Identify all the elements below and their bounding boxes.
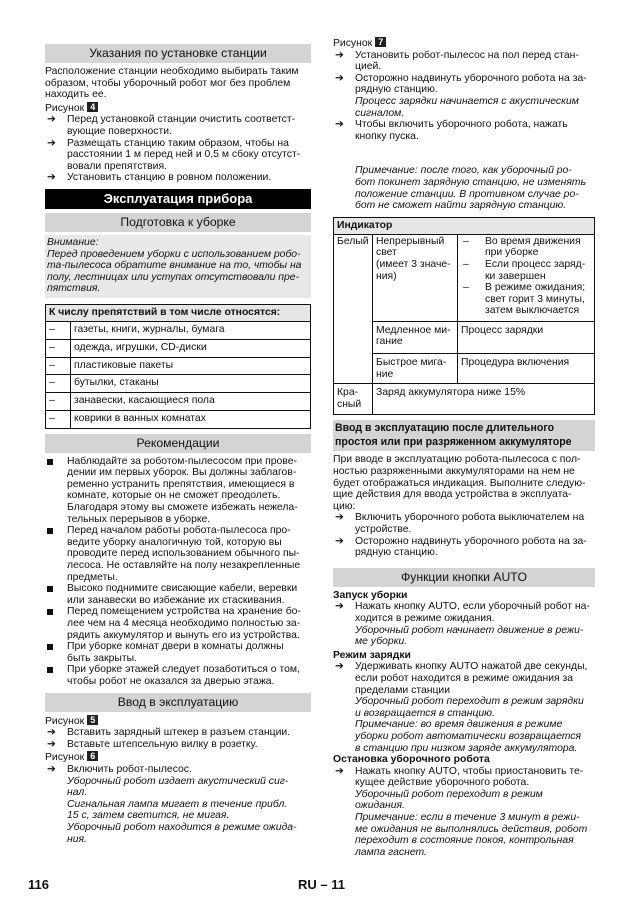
dash: – — [46, 339, 71, 357]
section-page: RU – 11 — [298, 877, 345, 892]
arrow-right-icon: ➔ — [335, 512, 344, 524]
step: ➔ Нажать кнопку AUTO, чтобы приостановить те- кущее действие уборочного робота. — [335, 765, 584, 789]
obstacle-text: бутылки, стаканы — [71, 375, 311, 393]
bullet-item — [45, 583, 311, 606]
obstacle-text: газеты, книги, журналы, бумага — [71, 321, 311, 339]
arrow-right-icon: ➔ — [335, 49, 344, 61]
meaning-slow: Процесс зарядки — [458, 321, 595, 353]
arrow-right-icon: ➔ — [335, 661, 344, 673]
page-number: 116 — [28, 877, 49, 892]
indicator-table — [333, 217, 595, 416]
obstacle-row — [46, 339, 311, 357]
indicator-header: Индикатор — [334, 217, 595, 234]
recommendations-list — [45, 456, 311, 688]
section-header-startup: Ввод в эксплуатацию — [45, 693, 311, 712]
arrow-right-icon: ➔ — [47, 763, 56, 775]
color-white: Белый — [334, 234, 373, 384]
obstacle-row — [46, 410, 311, 428]
step — [45, 739, 311, 751]
section-header-station: Указания по установке станции — [45, 44, 311, 63]
square-bullet-icon — [45, 664, 67, 687]
step: ➔ Включить робот-пылесос. — [47, 763, 192, 775]
meaning-text: В режиме ожидания; свет горит 3 минуты, затем выключается — [485, 282, 586, 317]
dash: – — [463, 282, 469, 294]
step: ➔ Осторожно надвинуть уборочного робота на за- рядную станцию. — [335, 72, 587, 96]
item-text: При уборке этажей следует позаботиться о том, чтобы робот не оказался за дверью этажа. — [67, 664, 300, 687]
square-bullet-icon — [45, 641, 67, 664]
arrow-right-icon: ➔ — [335, 765, 344, 777]
step: ➔ Нажать кнопку AUTO, если уборочный робот на- ходится в режиме ожидания. — [335, 601, 590, 624]
figure-ref-5 — [45, 715, 311, 728]
figure-ref-6 — [45, 751, 311, 764]
item-text: Вставьте штепсельную вилку в розетку. — [67, 738, 258, 750]
obstacle-text: пластиковые пакеты — [71, 357, 311, 375]
mode-fast: Быстрое мига- ние — [373, 354, 458, 384]
square-bullet — [47, 609, 53, 615]
meaning-text: Если процесс заряд- ки завершен — [485, 258, 586, 282]
obstacle-text: занавески, касающиеся пола — [71, 393, 311, 411]
figure-number: 7 — [375, 37, 386, 47]
section-header-auto: Функции кнопки AUTO — [333, 568, 595, 587]
meaning-item — [461, 259, 591, 282]
square-bullet-icon — [45, 606, 67, 641]
obstacle-row — [46, 375, 311, 393]
arrow-right-icon: ➔ — [47, 137, 56, 149]
section-header-prep: Подготовка к уборке — [45, 213, 311, 232]
step — [45, 114, 311, 137]
step-result: Уборочный робот начинает движение в режи- ме уборки. — [355, 624, 584, 648]
bullet-item — [45, 664, 311, 687]
right-column — [333, 36, 595, 858]
square-bullet — [47, 528, 53, 534]
subheading-charge: Режим зарядки — [333, 649, 411, 661]
figure-label: Рисунок — [45, 752, 85, 764]
bullet-item — [45, 606, 311, 641]
dash: – — [46, 410, 71, 428]
square-bullet-icon — [45, 583, 67, 606]
item-text: Установить станцию в ровном положении. — [67, 172, 272, 184]
figure-label: Рисунок — [45, 102, 85, 114]
obstacle-row — [46, 357, 311, 375]
dash: – — [46, 357, 71, 375]
dash: – — [46, 393, 71, 411]
step-result: Уборочный робот издает акустический сиг- нал. Сигнальная лампа мигает в течение прибл. 15 с, затем светится, не мигая. Уборочный робот находится в режиме ожида- ния. — [67, 775, 297, 845]
step: ➔ Чтобы включить уборочного робота, нажать кнопку пуска. — [335, 119, 568, 142]
meaning-fast: Процедура включения — [458, 354, 595, 384]
dead-battery-steps — [333, 512, 595, 558]
arrow-right-icon: ➔ — [335, 601, 344, 613]
step — [333, 536, 595, 559]
meaning-item — [461, 282, 591, 317]
square-bullet — [47, 586, 53, 592]
bullet-item — [45, 641, 311, 664]
step — [333, 512, 595, 535]
attention-text: Перед проведением уборки с использованием робо- та-пылесоса обратите внимание на то, чтобы на полу, лестницах или уступах отсутствовали пре- пятствия. — [47, 248, 302, 295]
figure-ref-7 — [333, 37, 595, 50]
obstacle-row — [46, 321, 311, 339]
figure-label: Рисунок — [333, 38, 373, 49]
dash: – — [46, 321, 71, 339]
arrow-right-icon: ➔ — [335, 72, 344, 84]
square-bullet-icon — [45, 525, 67, 583]
item-text: Наблюдайте за роботом-пылесосом при прове- дении им первых уборок. Вы должны заблагов- ременно устранить препятствия, имеющиеся в комнате, которые он не сможет преодолеть. Благодаря этому вы сможете избежать нежела- тельных перерывов в уборке. — [67, 455, 298, 525]
dash: – — [463, 235, 469, 247]
dead-battery-paragraph: При вводе в эксплуатацию робота-пылесоса с пол- ностью разряженными аккумуляторами на нем не будет отображаться индикация. Выполните следую- щие действия для ввода устройства в эксплуата- цию: — [333, 454, 586, 512]
arrow-right-icon: ➔ — [47, 172, 56, 184]
arrow-right-icon: ➔ — [47, 114, 56, 126]
color-red: Кра- сный — [334, 384, 373, 415]
item-text: Вставить зарядный штекер в разъем станции. — [67, 727, 291, 739]
item-text: Осторожно надвинуть уборочного робота на за- рядную станцию. — [355, 535, 587, 559]
step-result: Уборочный робот переходит в режим зарядки и возвращается в станцию. Примечание: во время движения в режиме уборки робот автоматически возвращается в станцию при низком заряде аккумулятора. — [355, 696, 584, 754]
left-column — [45, 40, 311, 845]
step-result: Процесс зарядки начинается с акустическим сигналом. — [355, 95, 579, 119]
figure-label: Рисунок — [45, 715, 85, 727]
subheading-start: Запуск уборки — [333, 589, 408, 601]
obstacle-text: коврики в ванных комнатах — [71, 410, 311, 428]
obstacles-header: К числу препятствий в том числе относятся: — [46, 304, 311, 321]
section-header-dead-battery: Ввод в эксплуатацию после длительного простоя или при разряженном аккумуляторе — [333, 420, 595, 451]
figure-number: 6 — [87, 751, 98, 761]
arrow-right-icon: ➔ — [335, 119, 344, 131]
obstacle-row — [46, 393, 311, 411]
station-steps — [45, 114, 311, 184]
station-paragraph: Расположение станции необходимо выбирать таким образом, чтобы уборочный робот мог без проблем находить ее. — [45, 66, 299, 101]
square-bullet — [47, 667, 53, 673]
item-text: Высоко поднимите свисающие кабели, веревки или занавески во избежание их стаскивания. — [67, 583, 298, 606]
step: ➔ Установить робот-пылесос на пол перед стан- цией. — [335, 49, 579, 73]
item-text: При уборке комнат двери в комнаты должны быть закрыты. — [67, 641, 284, 664]
arrow-right-icon: ➔ — [47, 738, 56, 750]
dash: – — [463, 258, 469, 270]
mode-slow: Медленное ми- гание — [373, 321, 458, 353]
item-text: Перед началом работы робота-пылесоса про- ведите уборку аналогичную той, которую вы проводите перед использованием обычного пы- лесоса. Не оставляйте на полу незакрепленные предметы. — [67, 525, 301, 583]
figure-number: 4 — [87, 102, 98, 112]
attention-title: Внимание: — [47, 236, 99, 248]
item-text: Перед помещением устройства на хранение бо- лее чем на 4 месяца необходимо полностью за- рядить аккумулятор и вынуть его из устройства. — [67, 606, 301, 641]
meaning-red: Заряд аккумулятора ниже 15% — [373, 384, 595, 415]
obstacles-table — [45, 304, 311, 429]
square-bullet-icon — [45, 456, 67, 526]
figure-ref-4 — [45, 102, 311, 115]
step: ➔ Удерживать кнопку AUTO нажатой две секунды, если робот находится в режиме ожидания за пределами станции — [335, 661, 588, 696]
step — [45, 727, 311, 739]
meaning-text: Во время движения при уборке — [485, 235, 581, 259]
fig5-steps — [45, 727, 311, 750]
item-text: Размещать станцию таким образом, чтобы на расстоянии 1 м перед ней и 0,5 м сбоку отсутст- вовали препятствия. — [67, 137, 301, 172]
step-result: Уборочный робот переходит в режим ожидания. Примечание: если в течение 3 минут в режи- ме ожидания не выполнялись действия, робот переходит в состояние покоя, контрольная лампа гаснет. — [355, 788, 588, 858]
continuous-meanings — [458, 234, 595, 321]
square-bullet — [47, 644, 53, 650]
mode-continuous: Непрерывный свет (имеет 3 значе- ния) — [373, 234, 458, 321]
arrow-right-icon: ➔ — [335, 535, 344, 547]
meaning-item — [461, 236, 591, 259]
chapter-header-operation: Эксплуатация прибора — [45, 189, 311, 209]
square-bullet — [47, 459, 53, 465]
obstacle-text: одежда, игрушки, CD-диски — [71, 339, 311, 357]
section-header-recommend: Рекомендации — [45, 434, 311, 453]
note: Примечание: после того, как уборочный ро- бот покинет зарядную станцию, не изменять положение станции. В противном случае ро- бот не сможет найти зарядную станцию. — [355, 165, 587, 212]
step — [45, 138, 311, 173]
bullet-item — [45, 456, 311, 526]
bullet-item — [45, 525, 311, 583]
dash: – — [46, 375, 71, 393]
subheading-stop: Остановка уборочного робота — [333, 754, 490, 766]
item-text: Перед установкой станции очистить соответст- вующие поверхности. — [67, 114, 296, 137]
attention-box — [45, 235, 311, 298]
item-text: Включить уборочного робота выключателем на устройстве. — [355, 512, 585, 535]
arrow-right-icon: ➔ — [47, 727, 56, 739]
step — [45, 172, 311, 184]
figure-number: 5 — [87, 715, 98, 725]
